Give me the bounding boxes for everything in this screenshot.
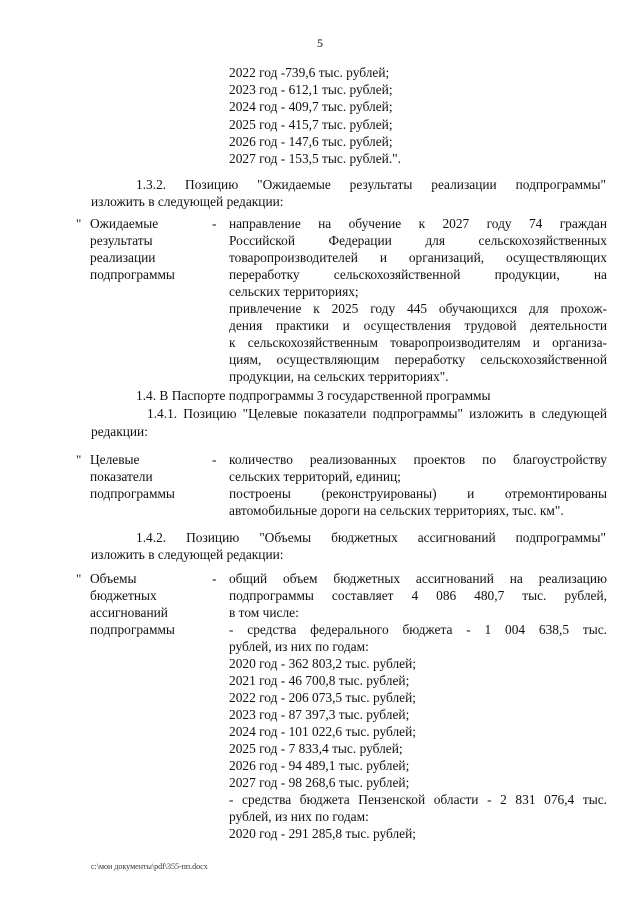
opening-quote: " [76,571,82,586]
content-target-indicators: количество реализованных проектов по благоустройству сельских территорий, единиц; построены (реконструированы) и отремонтированы автомобильные дороги на сельских территориях, тыс. км". [229,452,607,518]
year-line: 2025 год - 415,7 тыс. рублей; [229,117,393,132]
content-expected-results: направление на обучение к 2027 году 74 граждан Российской Федерации для сельскохозяйственных товаропроизводителей и организаций, осуществляющих переработку сельскохозяйственной продукции, на сельских территориях; привлечение к 2025 году 445 обучающихся для прохож- дения практики и осуществления трудовой деятельности к сельскохозяйственным товаропроизводителям и организа- циям, осуществляющим переработку сельскохозяйственной продукции, на сельских территориях". [229,216,607,384]
label-budget-volumes: Объемы бюджетных ассигнований подпрограммы [90,571,175,637]
dash: - [212,216,217,231]
page-number: 5 [317,36,323,50]
content-budget-volumes: общий объем бюджетных ассигнований на реализацию подпрограммы составляет 4 086 480,7 тыс. рублей, в том числе: - средства федерального бюджета - 1 004 638,5 тыс. рублей, из них по годам: 2020 год - 362 803,2 тыс. рублей; 2021 год - 46 700,8 тыс. рублей; 2022 год - 206 073,5 тыс. рублей; 2023 год - 87 397,3 тыс. рублей; 2024 год - 101 022,6 тыс. рублей; 2025 год - 7 833,4 тыс. рублей; 2026 год - 94 489,1 тыс. рублей; 2027 год - 98 268,6 тыс. рублей; - средства бюджета Пензенской области - 2 831 076,4 тыс. рублей, из них по годам: 2020 год - 291 285,8 тыс. рублей; [229,571,607,841]
year-line: 2023 год - 612,1 тыс. рублей; [229,82,393,97]
section-1-4: 1.4. В Паспорте подпрограммы 3 государственной программы [136,388,491,403]
dash: - [212,452,217,467]
year-line: 2022 год -739,6 тыс. рублей; [229,65,390,80]
label-expected-results: Ожидаемые результаты реализации подпрограммы [90,216,175,282]
opening-quote: " [76,452,82,467]
section-1-4-2-line1: 1.4.2. Позицию "Объемы бюджетных ассигнований подпрограммы" [136,530,606,545]
section-1-4-1-line2: редакции: [91,424,148,439]
opening-quote: " [76,216,82,231]
section-1-4-2-line2: изложить в следующей редакции: [91,547,284,562]
footer-file-path: c:\мои документы\pdf\355-пп.docx [91,862,208,871]
year-line: 2024 год - 409,7 тыс. рублей; [229,99,393,114]
year-line: 2027 год - 153,5 тыс. рублей.". [229,151,401,166]
label-target-indicators: Целевые показатели подпрограммы [90,452,175,501]
section-1-3-2-line1: 1.3.2. Позицию "Ожидаемые результаты реализации подпрограммы" [136,177,606,192]
section-1-3-2-line2: изложить в следующей редакции: [91,194,284,209]
year-line: 2026 год - 147,6 тыс. рублей; [229,134,393,149]
dash: - [212,571,217,586]
section-1-4-1-line1: 1.4.1. Позицию "Целевые показатели подпрограммы" изложить в следующей [147,406,607,421]
